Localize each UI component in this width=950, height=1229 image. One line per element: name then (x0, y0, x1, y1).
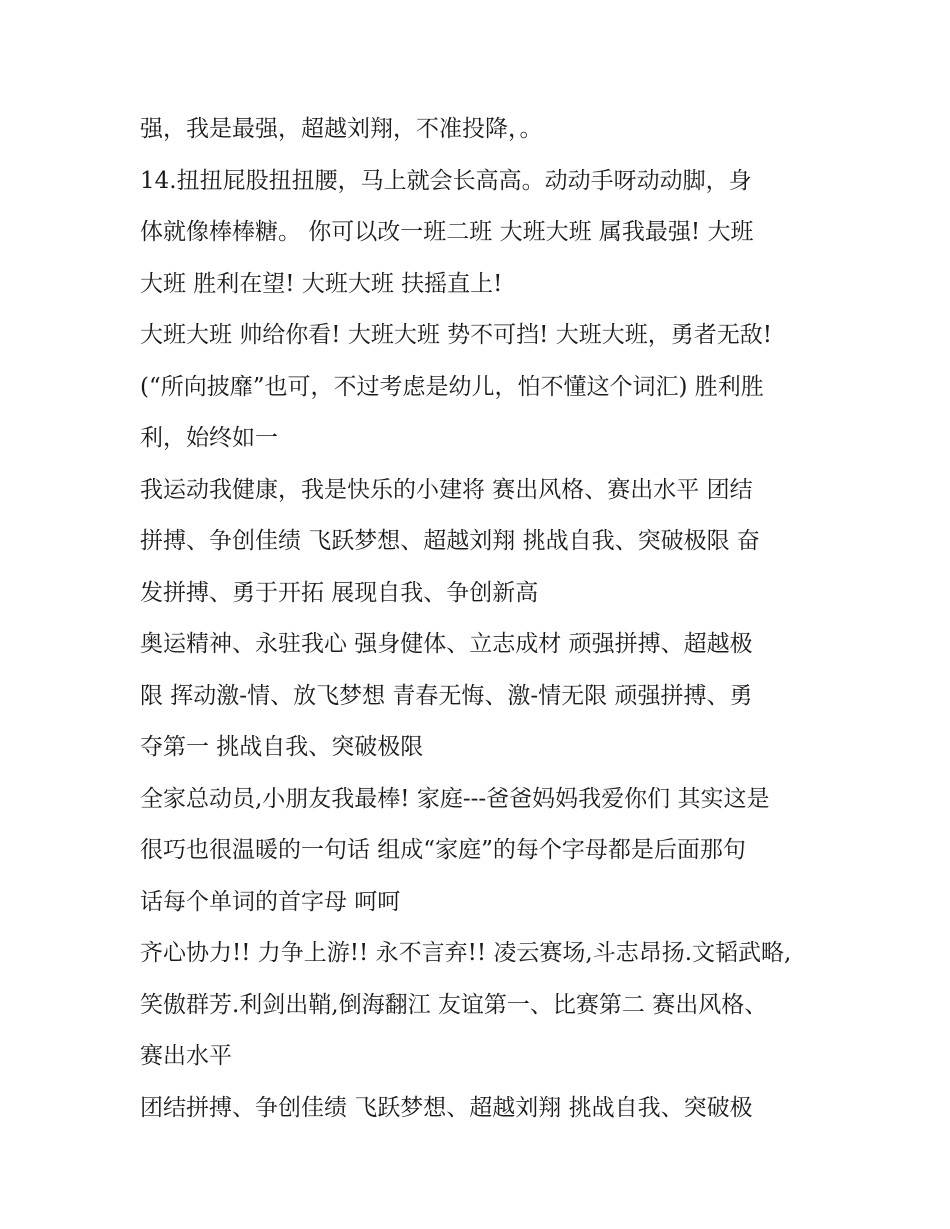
text-line: 我运动我健康，我是快乐的小建将 赛出风格、赛出水平 团结 (140, 476, 753, 503)
text-line: (“所向披靡”也可，不过考虑是幼儿，怕不懂这个词汇) 胜利胜 (140, 373, 764, 400)
text-line: 齐心协力!! 力争上游!! 永不言弃!! 凌云赛场,斗志昂扬.文韬武略, (140, 940, 792, 966)
text-line: 大班 胜利在望! 大班大班 扶摇直上! (140, 270, 503, 297)
text-line: 14.扭扭屁股扭扭腰，马上就会长高高。动动手呀动动脚，身 (140, 167, 752, 194)
text-line: 强，我是最强，超越刘翔，不准投降，。 (140, 116, 543, 142)
text-line: 拼搏、争创佳绩 飞跃梦想、超越刘翔 挑战自我、突破极限 奋 (140, 528, 760, 554)
text-line: 发拼搏、勇于开拓 展现自我、争创新高 (140, 579, 539, 606)
text-line: 话每个单词的首字母 呵呵 (140, 888, 401, 915)
document-body (140, 104, 820, 1134)
text-line: 赛出水平 (140, 1043, 232, 1069)
text-line: 全家总动员,小朋友我最棒! 家庭---爸爸妈妈我爱你们 其实这是 (140, 785, 770, 812)
text-line: 奥运精神、永驻我心 强身健体、立志成材 顽强拼搏、超越极 (140, 631, 753, 657)
text-line: 大班大班 帅给你看! 大班大班 势不可挡! 大班大班，勇者无敌! (140, 322, 772, 348)
text-line: 笑傲群芳.利剑出鞘,倒海翻江 友谊第一、比赛第二 赛出风格、 (140, 991, 768, 1018)
text-line: 限 挥动激-情、放飞梦想 青春无悔、激-情无限 顽强拼搏、勇 (140, 682, 753, 709)
text-line: 体就像棒棒糖。 你可以改一班二班 大班大班 属我最强! 大班 (140, 219, 754, 245)
text-line: 利，始终如一 (140, 425, 278, 451)
text-line: 夺第一 挑战自我、突破极限 (140, 734, 424, 760)
text-line: 团结拼搏、争创佳绩 飞跃梦想、超越刘翔 挑战自我、突破极 (140, 1094, 753, 1121)
text-line: 很巧也很温暖的一句话 组成“家庭”的每个字母都是后面那句 (140, 837, 746, 863)
